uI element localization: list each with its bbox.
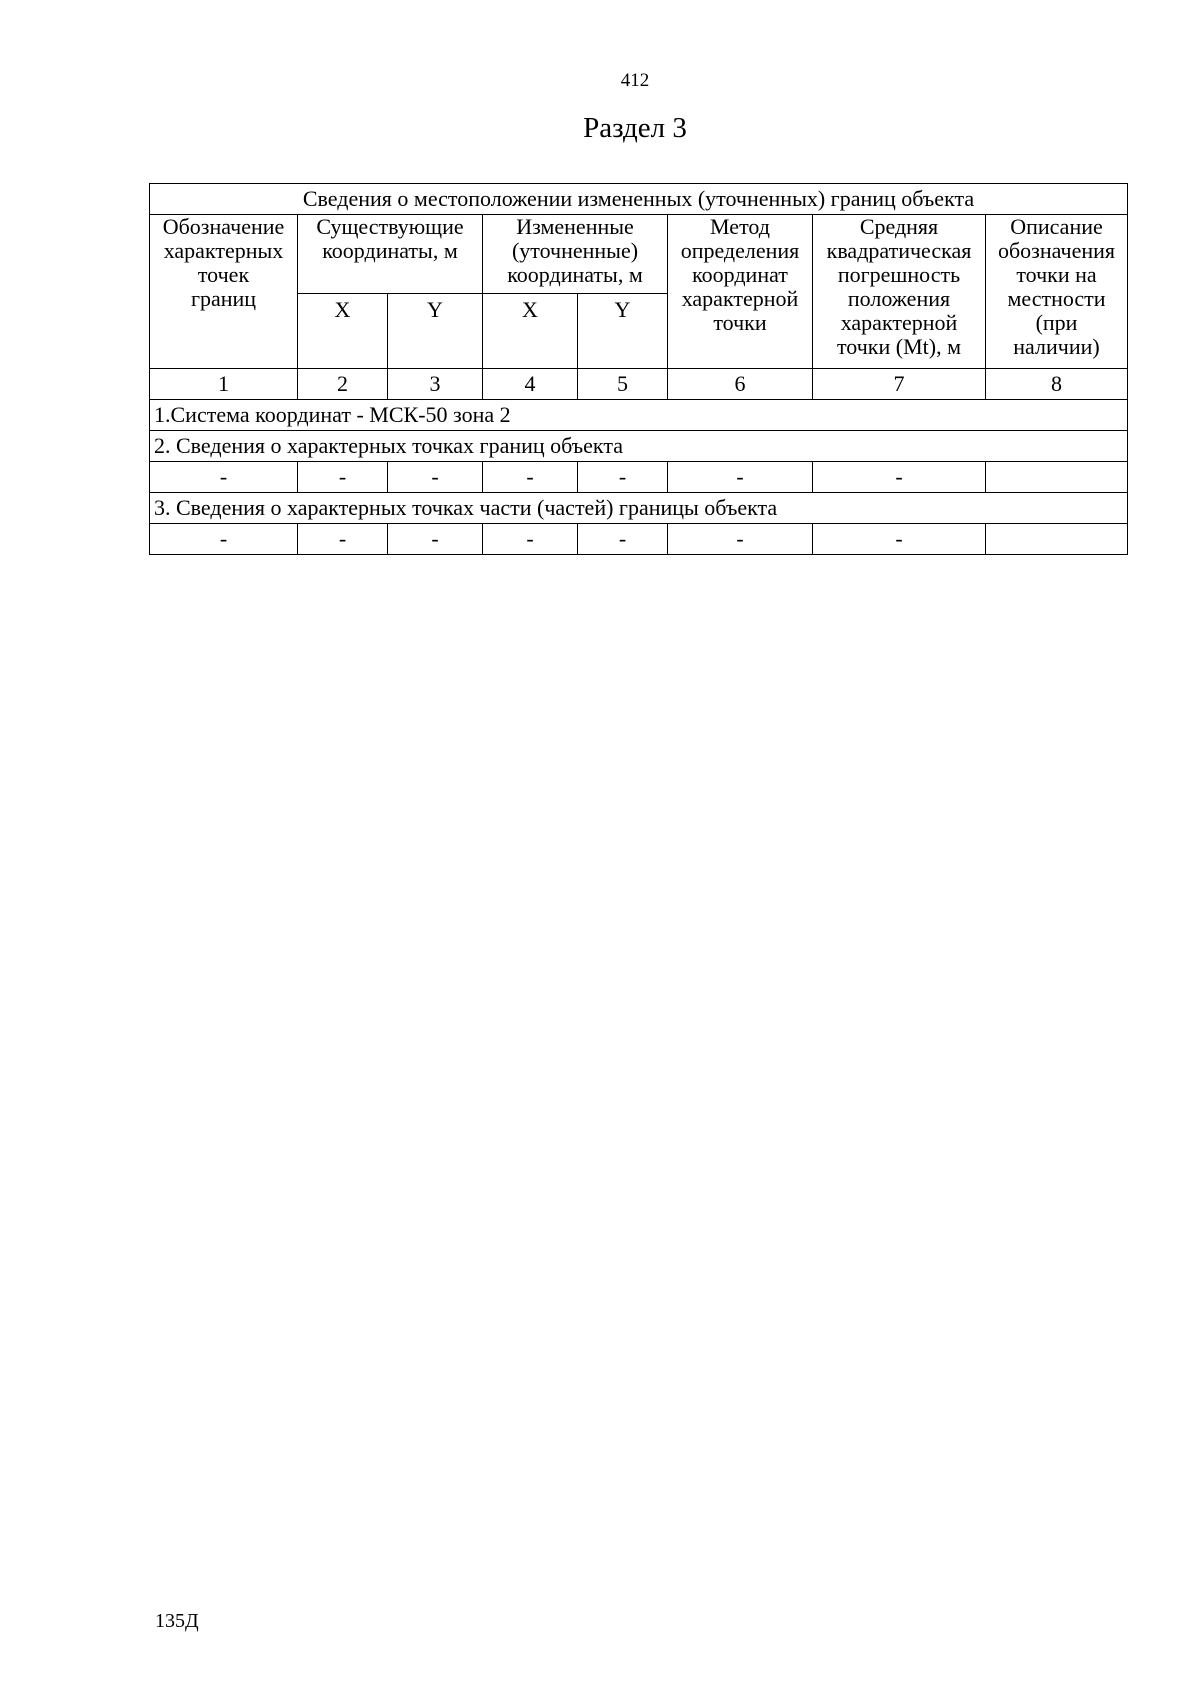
header-line: точек [197,262,250,287]
header-line: Измененные [516,214,634,239]
table-cell: - [813,462,986,493]
header-changed-coordinates [483,215,668,294]
table-cell: - [298,524,388,555]
header-line: координаты, м [322,238,458,263]
header-line: погрешность [837,262,961,287]
header-line: (уточненные) [511,238,639,263]
column-number: 1 [150,369,298,400]
header-point-designation [150,215,298,369]
header-line: точки [713,310,767,335]
table-cell: - [150,462,298,493]
table-row [150,524,1128,555]
table-row [150,462,1128,493]
header-line: точки на [1016,262,1097,287]
header-line: точки (Mt), м [836,334,962,359]
footer-document-code: 135Д [155,1610,199,1632]
column-number-row [150,369,1128,400]
header-line: обозначения [997,238,1116,263]
header-line: Средняя [859,214,939,239]
table-cell: - [668,462,813,493]
table-cell [986,462,1128,493]
header-line: (при [1035,310,1078,335]
table-cell: - [298,462,388,493]
header-existing-x: X [298,294,388,369]
column-number: 4 [483,369,578,400]
section-part-boundary-points: 3. Сведения о характерных точках части (частей) границы объекта [150,493,1128,524]
page-number: 412 [620,70,650,91]
header-line: характерной [681,286,799,311]
header-line: определения [680,238,800,263]
header-changed-y: Y [578,294,668,369]
header-line: Описание [1010,214,1103,239]
table-cell: - [578,462,668,493]
column-number: 8 [986,369,1128,400]
section-coordinate-system: 1.Система координат - МСК-50 зона 2 [150,400,1128,431]
header-line: характерной [840,310,958,335]
header-changed-x: X [483,294,578,369]
header-line: Обозначение [162,214,285,239]
header-line: границ [190,286,257,311]
table-cell: - [483,462,578,493]
column-number: 5 [578,369,668,400]
column-number: 2 [298,369,388,400]
header-mean-square-error [813,215,986,369]
header-existing-y: Y [388,294,483,369]
header-method [668,215,813,369]
column-number: 3 [388,369,483,400]
header-line: Метод [710,214,770,239]
header-line: координаты, м [507,262,643,287]
table-cell: - [483,524,578,555]
section-title: Раздел 3 [583,112,687,144]
table-cell [986,524,1128,555]
column-number: 6 [668,369,813,400]
table-cell: - [388,462,483,493]
header-line: наличии) [1013,334,1100,359]
table-cell: - [388,524,483,555]
section-boundary-points: 2. Сведения о характерных точках границ объекта [150,431,1128,462]
header-line: Существующие [316,214,464,239]
header-line: местности [1007,286,1106,311]
table-title: Сведения о местоположении измененных (уточненных) границ объекта [150,184,1128,215]
header-line: характерных [163,238,284,263]
table-cell: - [578,524,668,555]
table-cell: - [813,524,986,555]
table-cell: - [668,524,813,555]
header-line: координат [692,262,788,287]
header-line: положения [847,286,951,311]
column-number: 7 [813,369,986,400]
header-existing-coordinates [298,215,483,294]
boundary-coordinates-table [149,183,1128,555]
header-line: квадратическая [826,238,972,263]
header-point-description [986,215,1128,369]
table-cell: - [150,524,298,555]
